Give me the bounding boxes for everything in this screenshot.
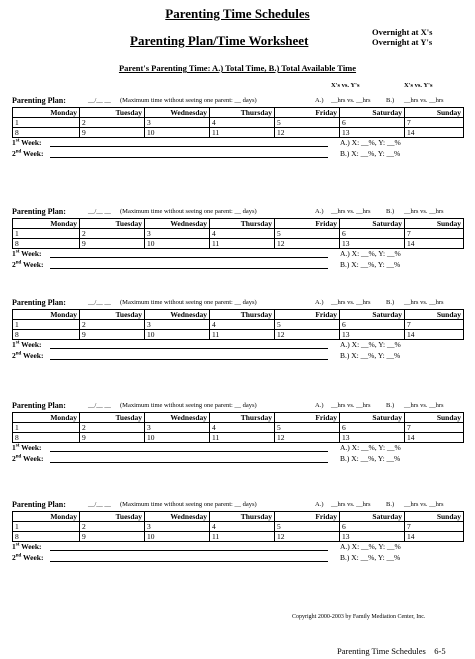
day-header: Tuesday (80, 219, 145, 229)
day-header: Saturday (340, 413, 405, 423)
day-cell[interactable]: 2 (80, 522, 145, 532)
day-header: Sunday (405, 219, 464, 229)
day-cell[interactable]: 3 (145, 118, 210, 128)
first-week-line[interactable] (50, 348, 328, 349)
day-header: Tuesday (80, 512, 145, 522)
day-header: Tuesday (80, 310, 145, 320)
day-cell[interactable]: 6 (340, 522, 405, 532)
plan-label: Parenting Plan: (12, 96, 66, 105)
a-label: A.) (315, 97, 324, 104)
second-week-suffix: nd (15, 553, 22, 559)
day-header: Friday (275, 512, 340, 522)
max-time-note: (Maximum time without seeing one parent: __ days) (120, 97, 257, 104)
day-cell[interactable]: 12 (275, 128, 340, 138)
plan-header-row (12, 207, 463, 218)
day-cell[interactable]: 14 (405, 330, 464, 340)
plan-section (12, 298, 463, 362)
day-cell[interactable]: 11 (210, 330, 275, 340)
plan-date-field[interactable]: __/__ __ (88, 402, 111, 409)
day-cell[interactable]: 7 (405, 423, 464, 433)
plan-label: Parenting Plan: (12, 500, 66, 509)
b-percent-field[interactable]: B.) X: __%, Y: __% (340, 260, 401, 269)
day-header-row (13, 512, 464, 522)
first-week-word: Week: (19, 340, 42, 349)
first-week-row (12, 542, 463, 553)
second-week-suffix: nd (15, 260, 22, 266)
a-percent-field[interactable]: A.) X: __%, Y: __% (340, 138, 401, 147)
day-cell[interactable]: 13 (340, 532, 405, 542)
first-week-number: 1 (12, 340, 16, 349)
day-header: Friday (275, 310, 340, 320)
parenting-time-subtitle: Parent's Parenting Time: A.) Total Time, B.) Total Available Time (118, 63, 357, 73)
day-header: Wednesday (145, 108, 210, 118)
plan-date-field[interactable]: __/__ __ (88, 501, 111, 508)
day-cell[interactable]: 13 (340, 330, 405, 340)
second-week-row (12, 149, 463, 160)
a-percent-field[interactable]: A.) X: __%, Y: __% (340, 249, 401, 258)
b-percent-field[interactable]: B.) X: __%, Y: __% (340, 553, 401, 562)
column-heading-a: X's vs. Y's (331, 82, 360, 89)
day-cell[interactable]: 4 (210, 320, 275, 330)
day-cell[interactable]: 1 (13, 229, 80, 239)
worksheet-title: Parenting Plan/Time Worksheet (130, 33, 309, 48)
first-week-number: 1 (12, 443, 16, 452)
page-number: 6-5 (434, 646, 446, 656)
b-percent-field[interactable]: B.) X: __%, Y: __% (340, 351, 401, 360)
day-cell[interactable]: 12 (275, 433, 340, 443)
day-cell[interactable]: 7 (405, 320, 464, 330)
day-header: Thursday (210, 413, 275, 423)
schedule-row (13, 320, 464, 330)
second-week-row (12, 351, 463, 362)
b-percent-field[interactable]: B.) X: __%, Y: __% (340, 149, 401, 158)
copyright-notice: Copyright 2000-2003 by Family Mediation Center, Inc. (292, 614, 426, 620)
overnight-x-label: Overnight at X's (372, 27, 433, 37)
second-week-suffix: nd (15, 454, 22, 460)
first-week-word: Week: (19, 443, 42, 452)
b-hours-field[interactable]: __hrs vs. __hrs (404, 299, 444, 306)
first-week-label (12, 138, 42, 147)
second-week-suffix: nd (15, 149, 22, 155)
schedule-row (13, 433, 464, 443)
first-week-suffix: st (15, 340, 20, 346)
second-week-line[interactable] (50, 561, 328, 562)
plan-section (12, 96, 463, 160)
day-cell[interactable]: 10 (145, 330, 210, 340)
plan-label: Parenting Plan: (12, 401, 66, 410)
column-heading-b: X's vs. Y's (404, 82, 433, 89)
day-header-row (13, 108, 464, 118)
day-cell[interactable]: 3 (145, 320, 210, 330)
plan-header-row (12, 500, 463, 511)
day-cell[interactable]: 8 (13, 433, 80, 443)
day-cell[interactable]: 4 (210, 118, 275, 128)
day-header-row (13, 413, 464, 423)
first-week-word: Week: (19, 138, 42, 147)
second-week-word: Week: (21, 149, 44, 158)
a-label: A.) (315, 402, 324, 409)
day-cell[interactable]: 9 (80, 239, 145, 249)
day-cell[interactable]: 6 (340, 423, 405, 433)
day-cell[interactable]: 5 (275, 118, 340, 128)
second-week-number: 2 (12, 351, 16, 360)
max-time-note: (Maximum time without seeing one parent: __ days) (120, 501, 257, 508)
b-label: B.) (386, 97, 395, 104)
page-title: Parenting Time Schedules (165, 6, 310, 21)
day-header: Monday (13, 512, 80, 522)
day-header: Thursday (210, 310, 275, 320)
day-cell[interactable]: 2 (80, 118, 145, 128)
schedule-row (13, 330, 464, 340)
first-week-suffix: st (15, 542, 20, 548)
schedule-row (13, 118, 464, 128)
day-cell[interactable]: 13 (340, 239, 405, 249)
page-footer (337, 646, 446, 656)
first-week-word: Week: (19, 249, 42, 258)
day-cell[interactable]: 6 (340, 320, 405, 330)
plan-date-field[interactable]: __/__ __ (88, 299, 111, 306)
schedule-row (13, 229, 464, 239)
day-cell[interactable]: 11 (210, 532, 275, 542)
overnight-y-label: Overnight at Y's (372, 37, 433, 47)
first-week-row (12, 249, 463, 260)
first-week-row (12, 443, 463, 454)
plan-section (12, 500, 463, 564)
day-cell[interactable]: 11 (210, 128, 275, 138)
plan-label: Parenting Plan: (12, 298, 66, 307)
plan-section (12, 207, 463, 271)
first-week-line[interactable] (50, 451, 328, 452)
day-cell[interactable]: 6 (340, 229, 405, 239)
day-cell[interactable]: 8 (13, 239, 80, 249)
second-week-line[interactable] (50, 462, 328, 463)
schedule-row (13, 532, 464, 542)
plan-label: Parenting Plan: (12, 207, 66, 216)
first-week-line[interactable] (50, 146, 328, 147)
day-header: Wednesday (145, 413, 210, 423)
day-header: Friday (275, 413, 340, 423)
first-week-suffix: st (15, 249, 20, 255)
day-cell[interactable]: 2 (80, 320, 145, 330)
day-cell[interactable]: 5 (275, 229, 340, 239)
second-week-word: Week: (21, 553, 44, 562)
a-percent-field[interactable]: A.) X: __%, Y: __% (340, 542, 401, 551)
b-label: B.) (386, 299, 395, 306)
footer-label: Parenting Time Schedules (337, 646, 426, 656)
second-week-suffix: nd (15, 351, 22, 357)
day-header-row (13, 310, 464, 320)
day-cell[interactable]: 8 (13, 128, 80, 138)
max-time-note: (Maximum time without seeing one parent: __ days) (120, 208, 257, 215)
plan-header-row (12, 298, 463, 309)
day-cell[interactable]: 11 (210, 433, 275, 443)
plan-section (12, 401, 463, 465)
first-week-label (12, 443, 42, 452)
second-week-label (12, 260, 43, 269)
day-cell[interactable]: 2 (80, 229, 145, 239)
a-hours-field[interactable]: __hrs vs. __hrs (331, 402, 371, 409)
day-cell[interactable]: 9 (80, 433, 145, 443)
day-header-row (13, 219, 464, 229)
second-week-row (12, 454, 463, 465)
day-header: Saturday (340, 310, 405, 320)
day-header: Sunday (405, 108, 464, 118)
second-week-line[interactable] (50, 157, 328, 158)
b-percent-field[interactable]: B.) X: __%, Y: __% (340, 454, 401, 463)
schedule-row (13, 128, 464, 138)
first-week-number: 1 (12, 542, 16, 551)
second-week-row (12, 260, 463, 271)
day-cell[interactable]: 12 (275, 330, 340, 340)
first-week-label (12, 542, 42, 551)
second-week-number: 2 (12, 149, 16, 158)
day-cell[interactable]: 9 (80, 128, 145, 138)
a-percent-field[interactable]: A.) X: __%, Y: __% (340, 340, 401, 349)
day-cell[interactable]: 1 (13, 423, 80, 433)
day-header: Sunday (405, 310, 464, 320)
plan-header-row (12, 96, 463, 107)
day-header: Saturday (340, 512, 405, 522)
second-week-line[interactable] (50, 359, 328, 360)
a-hours-field[interactable]: __hrs vs. __hrs (331, 501, 371, 508)
plan-date-field[interactable]: __/__ __ (88, 208, 111, 215)
a-label: A.) (315, 299, 324, 306)
day-cell[interactable]: 10 (145, 532, 210, 542)
day-cell[interactable]: 8 (13, 330, 80, 340)
schedule-table (12, 107, 464, 138)
day-cell[interactable]: 1 (13, 522, 80, 532)
day-cell[interactable]: 5 (275, 320, 340, 330)
day-cell[interactable]: 5 (275, 423, 340, 433)
day-header: Saturday (340, 219, 405, 229)
day-header: Monday (13, 219, 80, 229)
second-week-line[interactable] (50, 268, 328, 269)
day-header: Monday (13, 108, 80, 118)
b-hours-field[interactable]: __hrs vs. __hrs (404, 208, 444, 215)
first-week-suffix: st (15, 138, 20, 144)
day-cell[interactable]: 14 (405, 532, 464, 542)
day-cell[interactable]: 5 (275, 522, 340, 532)
day-header: Thursday (210, 108, 275, 118)
schedule-table (12, 412, 464, 443)
first-week-label (12, 340, 42, 349)
schedule-table (12, 218, 464, 249)
day-cell[interactable]: 10 (145, 239, 210, 249)
second-week-word: Week: (21, 454, 44, 463)
b-hours-field[interactable]: __hrs vs. __hrs (404, 97, 444, 104)
day-cell[interactable]: 13 (340, 433, 405, 443)
day-header: Friday (275, 219, 340, 229)
day-cell[interactable]: 3 (145, 423, 210, 433)
day-cell[interactable]: 2 (80, 423, 145, 433)
second-week-word: Week: (21, 351, 44, 360)
second-week-number: 2 (12, 553, 16, 562)
first-week-line[interactable] (50, 550, 328, 551)
b-label: B.) (386, 402, 395, 409)
plan-header-row (12, 401, 463, 412)
day-cell[interactable]: 11 (210, 239, 275, 249)
day-cell[interactable]: 3 (145, 229, 210, 239)
first-week-number: 1 (12, 249, 16, 258)
day-cell[interactable]: 14 (405, 433, 464, 443)
day-cell[interactable]: 12 (275, 532, 340, 542)
day-cell[interactable]: 3 (145, 522, 210, 532)
day-header: Friday (275, 108, 340, 118)
max-time-note: (Maximum time without seeing one parent: __ days) (120, 299, 257, 306)
day-cell[interactable]: 9 (80, 532, 145, 542)
schedule-row (13, 423, 464, 433)
day-header: Tuesday (80, 108, 145, 118)
second-week-word: Week: (21, 260, 44, 269)
day-cell[interactable]: 4 (210, 522, 275, 532)
day-header: Monday (13, 413, 80, 423)
a-hours-field[interactable]: __hrs vs. __hrs (331, 97, 371, 104)
day-cell[interactable]: 7 (405, 522, 464, 532)
second-week-row (12, 553, 463, 564)
day-cell[interactable]: 9 (80, 330, 145, 340)
first-week-row (12, 340, 463, 351)
a-percent-field[interactable]: A.) X: __%, Y: __% (340, 443, 401, 452)
day-header: Saturday (340, 108, 405, 118)
b-label: B.) (386, 501, 395, 508)
day-cell[interactable]: 14 (405, 239, 464, 249)
plan-date-field[interactable]: __/__ __ (88, 97, 111, 104)
schedule-row (13, 239, 464, 249)
day-cell[interactable]: 14 (405, 128, 464, 138)
second-week-label (12, 351, 43, 360)
a-label: A.) (315, 501, 324, 508)
day-cell[interactable]: 7 (405, 229, 464, 239)
max-time-note: (Maximum time without seeing one parent: __ days) (120, 402, 257, 409)
schedule-row (13, 522, 464, 532)
day-header: Tuesday (80, 413, 145, 423)
day-header: Thursday (210, 512, 275, 522)
day-header: Sunday (405, 512, 464, 522)
day-cell[interactable]: 6 (340, 118, 405, 128)
day-cell[interactable]: 8 (13, 532, 80, 542)
day-cell[interactable]: 1 (13, 118, 80, 128)
schedule-table (12, 511, 464, 542)
day-cell[interactable]: 4 (210, 423, 275, 433)
day-cell[interactable]: 13 (340, 128, 405, 138)
second-week-label (12, 454, 43, 463)
day-cell[interactable]: 1 (13, 320, 80, 330)
first-week-line[interactable] (50, 257, 328, 258)
schedule-table (12, 309, 464, 340)
day-header: Thursday (210, 219, 275, 229)
day-cell[interactable]: 12 (275, 239, 340, 249)
a-label: A.) (315, 208, 324, 215)
b-hours-field[interactable]: __hrs vs. __hrs (404, 402, 444, 409)
day-header: Wednesday (145, 310, 210, 320)
day-header: Wednesday (145, 219, 210, 229)
second-week-label (12, 149, 43, 158)
b-hours-field[interactable]: __hrs vs. __hrs (404, 501, 444, 508)
second-week-number: 2 (12, 260, 16, 269)
day-cell[interactable]: 7 (405, 118, 464, 128)
day-header: Wednesday (145, 512, 210, 522)
b-label: B.) (386, 208, 395, 215)
first-week-suffix: st (15, 443, 20, 449)
first-week-label (12, 249, 42, 258)
second-week-label (12, 553, 43, 562)
day-cell[interactable]: 4 (210, 229, 275, 239)
day-cell[interactable]: 10 (145, 433, 210, 443)
day-cell[interactable]: 10 (145, 128, 210, 138)
a-hours-field[interactable]: __hrs vs. __hrs (331, 299, 371, 306)
second-week-number: 2 (12, 454, 16, 463)
day-header: Sunday (405, 413, 464, 423)
first-week-number: 1 (12, 138, 16, 147)
a-hours-field[interactable]: __hrs vs. __hrs (331, 208, 371, 215)
day-header: Monday (13, 310, 80, 320)
first-week-word: Week: (19, 542, 42, 551)
first-week-row (12, 138, 463, 149)
